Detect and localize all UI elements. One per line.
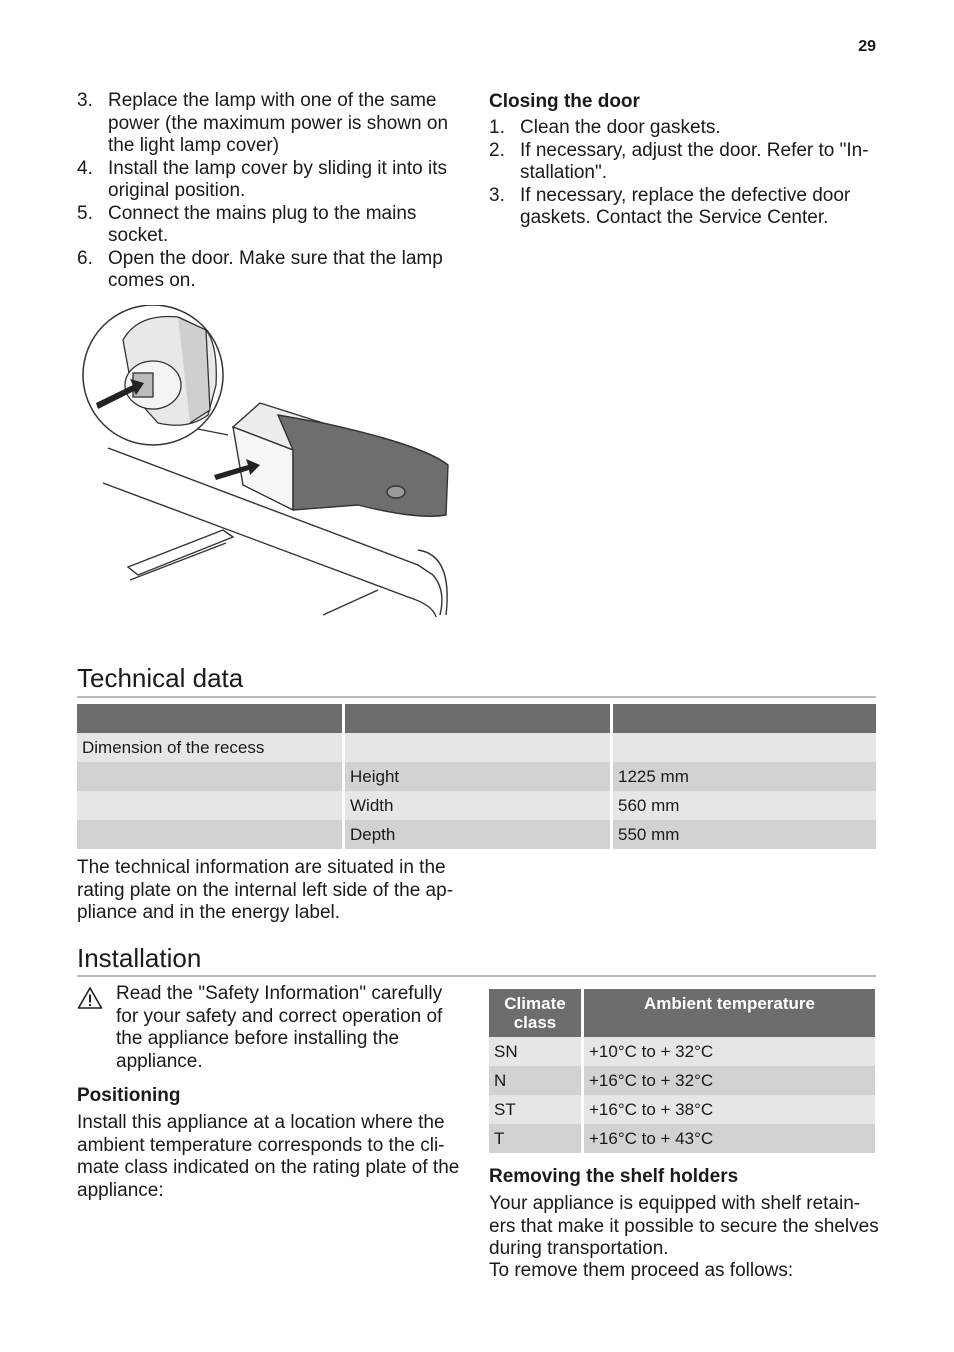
shelf-holders-instruction: To remove them proceed as follows:	[489, 1260, 794, 1281]
step-number: 1.	[489, 117, 505, 138]
table-header-cell: Climate class	[489, 989, 581, 1037]
table-cell: N	[489, 1066, 581, 1095]
step-number: 6.	[77, 247, 93, 269]
table-cell: T	[489, 1124, 581, 1153]
table-cell: 560 mm	[613, 791, 876, 820]
list-item	[77, 248, 467, 293]
table-cell	[345, 733, 610, 762]
table-header-cell: Ambient temperature	[584, 989, 875, 1037]
table-cell: ST	[489, 1095, 581, 1124]
step-text: Open the door. Make sure that the lamp comes on.	[108, 247, 443, 291]
technical-data-note: The technical information are situated in the rating plate on the internal left side of the ap-pliance and in the energy label.	[77, 857, 454, 923]
table-cell: Depth	[345, 820, 610, 849]
positioning-text: Install this appliance at a location where the ambient temperature corresponds to the cli-mate class indicated on the rating plate of the appliance:	[77, 1112, 460, 1201]
step-text: If necessary, adjust the door. Refer to "In-stallation".	[520, 139, 869, 183]
table-header-row	[489, 989, 875, 1037]
step-number: 4.	[77, 157, 93, 179]
table-row	[77, 762, 876, 791]
section-divider	[77, 696, 876, 698]
safety-warning-text: Read the "Safety Information" carefully for your safety and correct operation of the appliance before installing the appliance.	[116, 983, 443, 1072]
step-text: Replace the lamp with one of the same power (the maximum power is shown on the light lamp cover)	[108, 90, 449, 156]
step-number: 3.	[77, 90, 93, 111]
table-cell: Width	[345, 791, 610, 820]
page-number: 29	[858, 38, 876, 55]
table-cell: +16°C to + 32°C	[584, 1066, 875, 1095]
list-item	[77, 158, 467, 203]
list-item	[77, 203, 467, 248]
table-row	[489, 1066, 875, 1095]
table-row	[77, 820, 876, 849]
table-row	[77, 733, 876, 762]
installation-heading: Installation	[77, 943, 202, 973]
step-text: Clean the door gaskets.	[520, 117, 721, 138]
table-row	[489, 1037, 875, 1066]
step-text: Install the lamp cover by sliding it into its original position.	[108, 157, 447, 201]
table-cell: Height	[345, 762, 610, 791]
table-row	[489, 1095, 875, 1124]
list-item	[489, 185, 879, 230]
shelf-holders-heading: Removing the shelf holders	[489, 1166, 739, 1187]
table-cell: +16°C to + 38°C	[584, 1095, 875, 1124]
table-cell: +16°C to + 43°C	[584, 1124, 875, 1153]
table-row	[489, 1124, 875, 1153]
table-header-cell	[613, 704, 876, 733]
table-header-cell	[345, 704, 610, 733]
list-item	[489, 140, 879, 185]
step-number: 5.	[77, 202, 93, 224]
climate-class-table	[486, 989, 878, 1153]
table-row	[77, 791, 876, 820]
table-cell	[613, 733, 876, 762]
technical-data-table	[74, 704, 879, 849]
lamp-cover-illustration	[78, 305, 458, 620]
positioning-heading: Positioning	[77, 1085, 181, 1106]
table-header-cell	[77, 704, 342, 733]
list-item	[489, 117, 879, 140]
section-divider	[77, 975, 876, 977]
step-number: 2.	[489, 139, 505, 161]
table-cell: 550 mm	[613, 820, 876, 849]
table-cell	[77, 762, 342, 791]
technical-data-heading: Technical data	[77, 663, 244, 693]
table-cell	[77, 791, 342, 820]
lamp-steps-list	[77, 90, 467, 293]
list-item	[77, 90, 467, 158]
table-cell: Dimension of the recess	[77, 733, 342, 762]
step-number: 3.	[489, 184, 505, 206]
warning-triangle-icon	[77, 986, 103, 1010]
closing-door-heading: Closing the door	[489, 91, 640, 112]
closing-door-steps-list	[489, 117, 879, 230]
table-cell: SN	[489, 1037, 581, 1066]
table-cell: 1225 mm	[613, 762, 876, 791]
table-cell	[77, 820, 342, 849]
table-cell: +10°C to + 32°C	[584, 1037, 875, 1066]
table-header-row	[77, 704, 876, 733]
step-text: Connect the mains plug to the mains socket.	[108, 202, 417, 246]
shelf-holders-text: Your appliance is equipped with shelf retain-ers that make it possible to secure the shelves during transportation.	[489, 1193, 879, 1259]
step-text: If necessary, replace the defective door gaskets. Contact the Service Center.	[520, 184, 851, 228]
